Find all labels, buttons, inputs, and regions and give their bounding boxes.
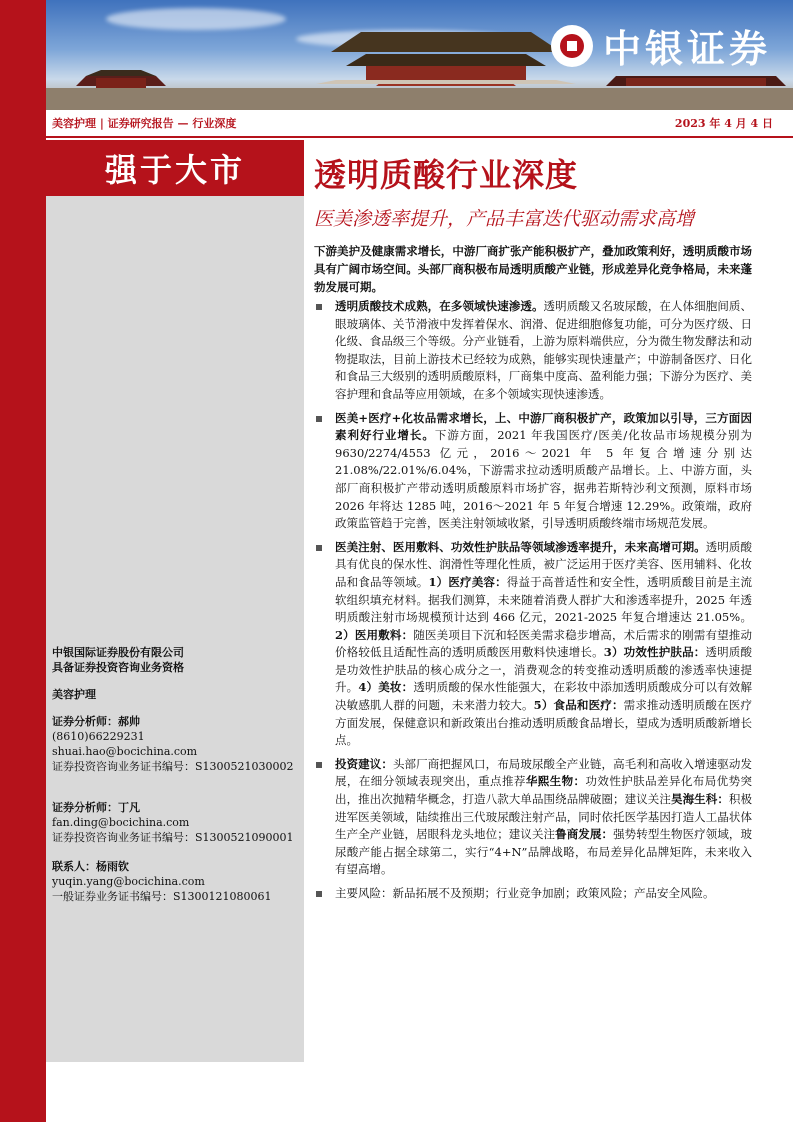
- meta-bar: [46, 110, 793, 138]
- contact-name: 联系人：杨雨钦: [52, 860, 129, 873]
- report-subtitle: 医美渗透率提升，产品丰富迭代驱动需求高增: [314, 208, 695, 230]
- qualification: 具备证券投资咨询业务资格: [52, 661, 184, 674]
- analyst-name: 证券分析师：郝帅: [52, 715, 140, 728]
- bullet-risk: 主要风险：新品拓展不及预期；行业竞争加剧；政策风险；产品安全风险。: [314, 885, 752, 903]
- analyst-name: 证券分析师：丁凡: [52, 801, 140, 814]
- company-name: 中银国际证券股份有限公司: [52, 646, 184, 659]
- left-red-bar: [0, 0, 46, 1122]
- brand-name: 中银证券: [602, 27, 771, 71]
- sidebar-panel: [46, 196, 304, 1062]
- bullet-investment: 投资建议：头部厂商把握风口，布局玻尿酸全产业链，高毛利和高收入增速驱动发展，在细分领域表现突出，重点推荐华熙生物：功效性护肤品差异化布局优势突出，推出次抛精华概念，打造八款大单品围绕品牌破圈；建议关注昊海生科：积极进军医美领域，陆续推出三代玻尿酸注射产品，同时依托医学基因打造人工晶状体生产全产业链，居眼科龙头地位；建议关注鲁商发展：强势转型生物医疗领域，玻尿酸产能占据全球第二，实行“4+N”品牌战略，布局差异化品牌矩阵，未来收入有望高增。: [314, 756, 752, 879]
- report-title: 透明质酸行业深度: [314, 156, 579, 194]
- company-logo: [551, 18, 771, 73]
- analyst-phone: (8610)66229231: [52, 730, 145, 743]
- bullet-tech: 透明质酸技术成熟，在多领域快速渗透。透明质酸又名玻尿酸，在人体细胞间质、眼玻璃体、关节滑液中发挥着保水、润滑、促进细胞修复功能，可分为医疗级、日化级、食品级三个等级。分产业链看，上游为原料端供应，分为微生物发酵法和动物提取法，目前上游技术已经较为成熟，能够实现快速量产；中游制备医疗、日化和食品三大级别的透明质酸原料，厂商集中度高、盈利能力强；下游分为医疗、美容护理和食品等应用领域，在多个领域实现快速渗透。: [314, 298, 752, 404]
- bullet-square-icon: [316, 762, 322, 768]
- bullet-penetration: 医美注射、医用敷料、功效性护肤品等领域渗透率提升，未来高增可期。透明质酸具有优良的保水性、润滑性等理化性质，被广泛运用于医疗美容、医用辅料、化妆品和食品等领域。1）医疗美容：得益于高普适性和安全性，透明质酸目前是主流软组织填充材料。据我们测算，未来随着消费人群扩大和渗透率提升，2025 年透明质酸注射市场规模预计达到 466 亿元，2021-2025 年复合增速达 21.05%。2）医用敷料：随医美项目下沉和轻医美需求稳步增高，术后需求的刚需有望推动价格较低且适配性高的透明质酸医用敷料快速增长。3）功效性护肤品：透明质酸是功效性护肤品的核心成分之一，消费观念的转变推动透明质酸的渗透率快速提升。4）美妆：透明质酸的保水性能强大，在彩妆中添加透明质酸成分可以有效解决敏感肌人群的问题，未来潜力较大。5）食品和医疗：需求推动透明质酸在医疗方面发展，保健意识和新政策出台推动透明质酸食品增长，望成为透明质酸新增长点。: [314, 539, 752, 750]
- header-banner: [46, 0, 793, 110]
- bullet-square-icon: [316, 545, 322, 551]
- contact-cert: 一般证券业务证书编号：S1300121080061: [52, 890, 272, 903]
- bullet-demand: 医美+医疗+化妆品需求增长，上、中游厂商积极扩产，政策加以引导，三方面因素利好行业增长。下游方面，2021 年我国医疗/医美/化妆品市场规模分别为 9630/2274/4553 亿元，2016～2021 年 5 年复合增速分别达 21.08%/22.01%/6.04%，下游需求拉动透明质酸产品增长。上、中游方面，头部厂商积极扩产带动透明质酸原料市场扩容，据弗若斯特沙利文预测，原料市场 2026 年将达 1285 吨，2016～2021 年 5 年复合增速 12.29%。政策端，政府政策监管趋于完善，医美注射领域收紧，引导透明质酸终端市场规范发展。: [314, 410, 752, 533]
- contact-email[interactable]: yuqin.yang@bocichina.com: [52, 875, 205, 888]
- bullet-square-icon: [316, 891, 322, 897]
- summary-lead: 下游美护及健康需求增长，中游厂商扩张产能积极扩产，叠加政策利好，透明质酸市场具有广阔市场空间。头部厂商积极布局透明质酸产业链，形成差异化竞争格局，未来蓬勃发展可期。: [314, 244, 752, 294]
- analyst-cert: 证券投资咨询业务证书编号：S1300521090001: [52, 831, 294, 844]
- analyst-email[interactable]: fan.ding@bocichina.com: [52, 816, 190, 829]
- report-date: 2023 年 4 月 4 日: [674, 117, 773, 130]
- sector-name: 美容护理: [52, 688, 96, 701]
- analyst-email[interactable]: shuai.hao@bocichina.com: [52, 745, 198, 758]
- bullet-square-icon: [316, 416, 322, 422]
- summary-body: [314, 298, 752, 909]
- contacts-block: [52, 645, 302, 904]
- report-category: 美容护理 | 证券研究报告 — 行业深度: [52, 117, 237, 130]
- rating-badge: 强于大市: [46, 140, 304, 196]
- analyst-cert: 证券投资咨询业务证书编号：S1300521030002: [52, 760, 294, 773]
- boc-logo-icon: [551, 25, 593, 67]
- bullet-square-icon: [316, 304, 322, 310]
